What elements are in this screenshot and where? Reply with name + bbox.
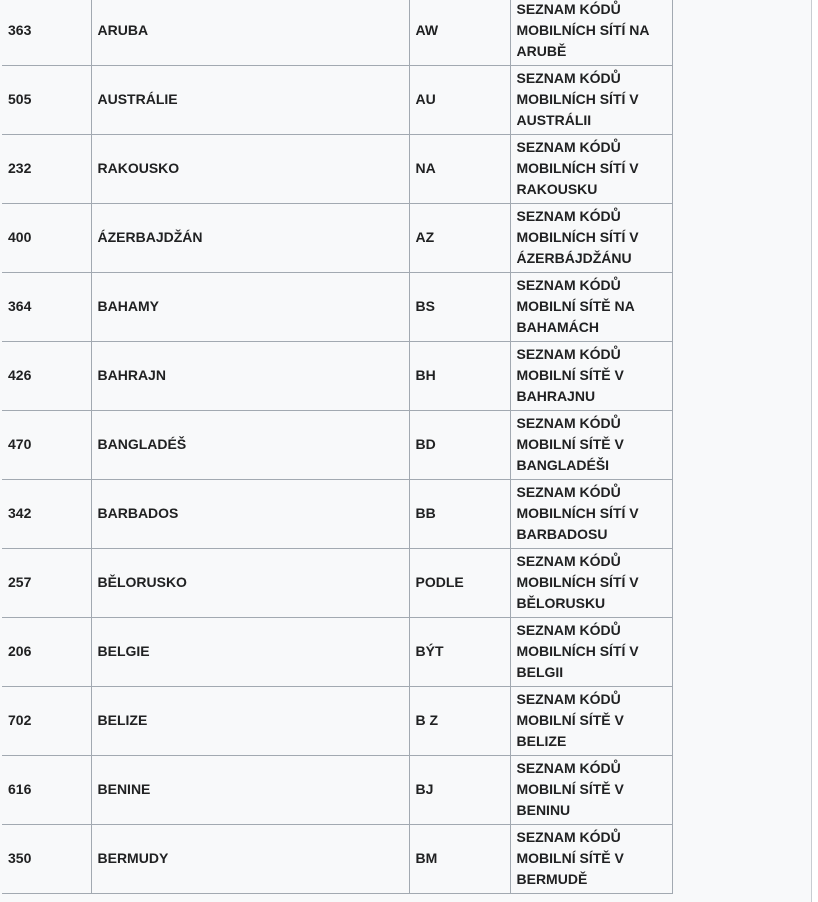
country-cell: AUSTRÁLIE [91,65,409,134]
iso-code-cell: AW [409,0,510,65]
table-row [2,341,672,410]
iso-code-cell: AZ [409,203,510,272]
mcc-cell: 470 [2,410,91,479]
iso-code-cell: BB [409,479,510,548]
iso-code-cell: BM [409,824,510,893]
mcc-cell: 364 [2,272,91,341]
mcc-cell: 505 [2,65,91,134]
network-list-link[interactable]: SEZNAM KÓDŮ MOBILNÍ SÍTĚ V BELIZE [510,686,672,755]
network-list-link[interactable]: SEZNAM KÓDŮ MOBILNÍ SÍTĚ V BAHRAJNU [510,341,672,410]
mcc-cell: 400 [2,203,91,272]
country-cell: BELGIE [91,617,409,686]
country-cell: BERMUDY [91,824,409,893]
iso-code-cell: BÝT [409,617,510,686]
mcc-cell: 206 [2,617,91,686]
country-cell: BENINE [91,755,409,824]
table-row [2,65,672,134]
network-list-link[interactable]: SEZNAM KÓDŮ MOBILNÍCH SÍTÍ V RAKOUSKU [510,134,672,203]
network-list-link[interactable]: SEZNAM KÓDŮ MOBILNÍCH SÍTÍ V BARBADOSU [510,479,672,548]
network-list-link[interactable]: SEZNAM KÓDŮ MOBILNÍCH SÍTÍ V AUSTRÁLII [510,65,672,134]
iso-code-cell: BD [409,410,510,479]
iso-code-cell: BS [409,272,510,341]
country-cell: BĚLORUSKO [91,548,409,617]
table-row [2,755,672,824]
mcc-cell: 232 [2,134,91,203]
mobile-country-code-table [2,0,673,894]
mcc-cell: 426 [2,341,91,410]
country-cell: ARUBA [91,0,409,65]
table-row [2,479,672,548]
table-row [2,617,672,686]
iso-code-cell: BJ [409,755,510,824]
mcc-cell: 702 [2,686,91,755]
table-row [2,134,672,203]
mcc-cell: 257 [2,548,91,617]
mcc-cell: 350 [2,824,91,893]
country-cell: BARBADOS [91,479,409,548]
country-cell: BELIZE [91,686,409,755]
iso-code-cell: AU [409,65,510,134]
network-list-link[interactable]: SEZNAM KÓDŮ MOBILNÍ SÍTĚ V BANGLADÉŠI [510,410,672,479]
mcc-cell: 616 [2,755,91,824]
country-cell: BAHAMY [91,272,409,341]
country-cell: BANGLADÉŠ [91,410,409,479]
table-row [2,272,672,341]
iso-code-cell: NA [409,134,510,203]
mcc-cell: 342 [2,479,91,548]
table-row [2,686,672,755]
network-list-link[interactable]: SEZNAM KÓDŮ MOBILNÍ SÍTĚ V BERMUDĚ [510,824,672,893]
table-row [2,410,672,479]
country-cell: ÁZERBAJDŽÁN [91,203,409,272]
table-row [2,824,672,893]
network-list-link[interactable]: SEZNAM KÓDŮ MOBILNÍCH SÍTÍ V BELGII [510,617,672,686]
iso-code-cell: PODLE [409,548,510,617]
country-cell: BAHRAJN [91,341,409,410]
table-row [2,548,672,617]
network-list-link[interactable]: SEZNAM KÓDŮ MOBILNÍCH SÍTÍ NA ARUBĚ [510,0,672,65]
network-list-link[interactable]: SEZNAM KÓDŮ MOBILNÍ SÍTĚ NA BAHAMÁCH [510,272,672,341]
network-list-link[interactable]: SEZNAM KÓDŮ MOBILNÍ SÍTĚ V BENINU [510,755,672,824]
table-body [2,0,672,893]
mcc-cell: 363 [2,0,91,65]
iso-code-cell: B Z [409,686,510,755]
iso-code-cell: BH [409,341,510,410]
network-list-link[interactable]: SEZNAM KÓDŮ MOBILNÍCH SÍTÍ V ÁZERBÁJDŽÁNU [510,203,672,272]
table-row [2,0,672,65]
network-list-link[interactable]: SEZNAM KÓDŮ MOBILNÍCH SÍTÍ V BĚLORUSKU [510,548,672,617]
country-cell: RAKOUSKO [91,134,409,203]
table-row [2,203,672,272]
